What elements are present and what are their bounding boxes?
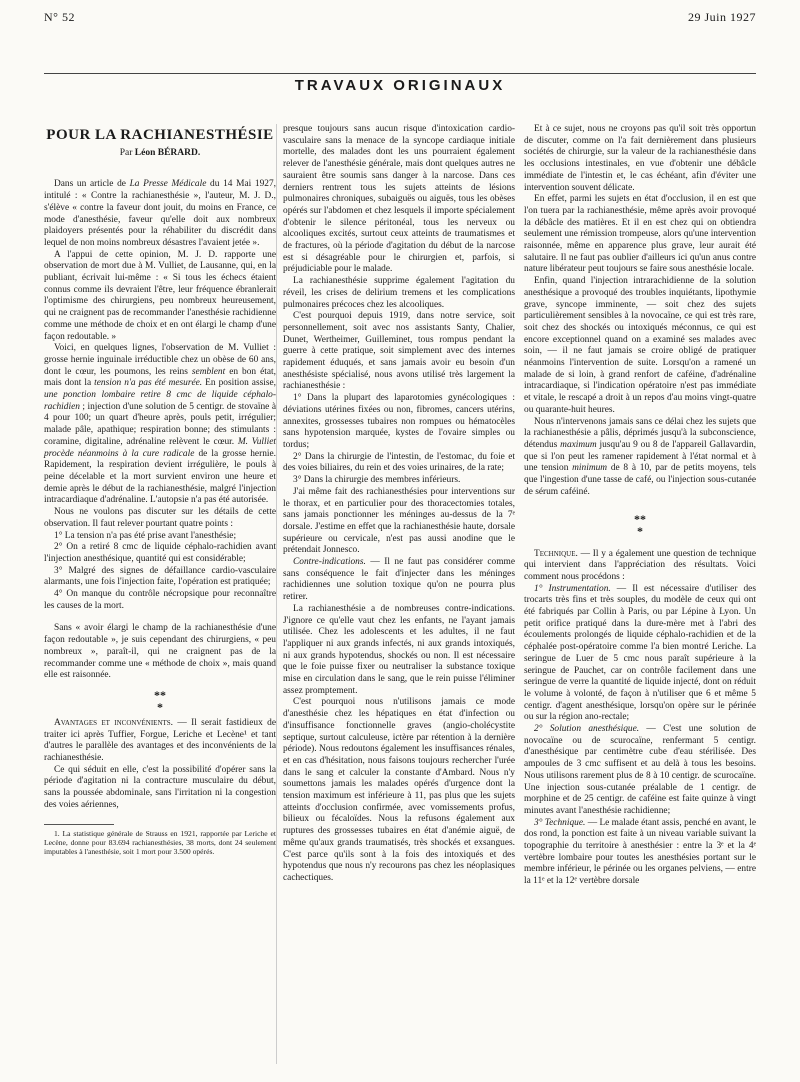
list-item: 4° On manque du contrôle nécropsique pour reconnaître les causes de la mort. [44,589,276,611]
paragraph: En effet, parmi les sujets en état d'occlusion, il en est que l'on tuera par la rachianesthésie, même après avoir provoqué la débâcle des matières. Et il en est chez qui on obtiendra seulement une rémission trompeuse, alors qu'une intervention raisonnée, même en apparence plus grave, leur aurait été salutaire. Il ne faut pas oublier d'ailleurs ici qu'un anus contre nature libérateur peut toujours se faire sous anesthésie locale. [524,194,756,275]
list-item: 3° Technique. — Le malade étant assis, penché en avant, le dos rond, la ponction est faite à un niveau variable suivant la topographie du territoire à anesthésier : entre la 3ᵉ et la 4ᵉ vertèbre lombaire pour toutes les anesthésies portant sur le membre inférieur, le périnée ou les organes pelviens, — entre la 11ᵉ et la 12ᵉ vertèbre dorsale [524,817,756,887]
paragraph: Sans « avoir élargi le champ de la rachianesthésie d'une façon redoutable », je suis cependant des chirurgiens, « peu nombreux », paraît-il, qui ne craignent pas de la recommander comme une « méthode de choix », mais quand elle est raisonnée. [44,623,276,681]
section-title: TRAVAUX ORIGINAUX [294,77,506,94]
paragraph: presque toujours sans aucun risque d'intoxication cardio-vasculaire sans la menace de la syncope cardiaque initiale mortelle, des malades dont les uns pourraient également relever de l'anesthésie générale, mais dont quelques autres ne sauraient être soumis sans danger à la narcose. Dans ces derniers rentrent tous les sujets atteints de lésions pulmonaires chroniques, subaiguës ou aiguës, tous les obèses opérés sur l'abdomen et chez lesquels il importe spécialement d'obtenir le silence péritonéal, tous les nerveux ou alcooliques excités, surtout ceux atteints de traumatismes et de fractures, où la période d'agitation du début de la narcose est si désagréable pour le chirurgien et, parfois, si préjudiciable pour le malade. [283,124,515,275]
issue-number: N° 52 [44,10,75,24]
footnote: 1. La statistique générale de Strauss en 1921, rapportée par Leriche et Lecène, donne pour 83.694 rachianesthésies, 38 morts, dont 24 seulement imputables à l'anesthésie, soit 1 mort pour 3.500 opérés. [44,828,276,856]
paragraph: Nous ne voulons pas discuter sur les détails de cette observation. Il faut relever pourtant quatre points : [44,507,276,529]
column-3 [524,124,756,888]
article-author: Par Léon BÉRARD. [119,147,201,158]
list-item: 1° Dans la plupart des laparotomies gynécologiques : déviations utérines fixées ou non, fibromes, cancers utérins, annexites, grossesses tubaires non rompues ou hématocèles sans hypotension marquée, kystes de l'ovaire simples ou tordus; [283,393,515,450]
header-rule [44,73,756,74]
footnote-rule [44,824,114,825]
list-item: 3° Malgré des signes de défaillance cardio-vasculaire alarmants, une fois l'injection faite, l'opération est pratiquée; [44,565,276,588]
paragraph: Enfin, quand l'injection intrarachidienne de la solution anesthésique a provoqué des troubles inquiétants, lipothymie grave, syncope imminente, — soit chez des sujets particulièrement sensibles à la novocaïne, ce qui est très rare, soit chez des shockés ou intoxiqués méconnus, ce qui est encore exceptionnel quand on a examiné ses malades avec soin, — il ne faut jamais se croire obligé de pratiquer néanmoins l'intervention de suite. Lorsqu'on a ramené un malade de si loin, à grand renfort de caféine, d'adrénaline intracardiaque, si l'indication opératoire n'est pas immédiate et vitale, le rescapé a droit à un repos d'au moins vingt-quatre ou quarante-huit heures. [524,276,756,415]
list-item: 2° Dans la chirurgie de l'intestin, de l'estomac, du foie et des voies biliaires, du rein et des voies urinaires, de la rate; [283,451,515,474]
paragraph: Et à ce sujet, nous ne croyons pas qu'il soit très opportun de discuter, comme on l'a fait dernièrement dans plusieurs sociétés de chirurgie, sur la valeur de la rachianesthésie dans les occlusions intestinales, en vue d'obtenir une débâcle immédiate de l'intestin et, le cas échéant, afin d'éviter une intervention souvent délicate. [524,124,756,193]
paragraph: Dans un article de La Presse Médicale du 14 Mai 1927, intitulé : « Contre la rachianesthésie », l'auteur, M. J. D., s'élève « contre la faveur dont jouit, du moins en France, ce mode d'anesthésie, faveur qu'elle doit aux nombreux plaidoyers présentés pour la réhabiliter du discrédit dans lequel de non moins nombreux désastres l'avaient jetée ». [44,179,276,248]
paragraph: J'ai même fait des rachianesthésies pour interventions sur le thorax, et en particulier pour des thoracectomies totales, sans jamais ponctionner les méninges au-dessus de la 7ᵉ dorsale. J'estime en effet que la rachianesthésie haute, dorsale supérieure ou cervicale, n'est pas aussi anodine que le prétendait Jonnesco. [283,486,515,556]
article-title: POUR LA RACHIANESTHÉSIE [46,127,274,143]
column-divider [276,124,277,1064]
paragraph: Nous n'intervenons jamais sans ce délai chez les sujets que la rachianesthésie a pâlis, déprimés jusqu'à la subconscience, détendus maximum jusqu'au 9 ou 8 de l'appareil Gallavardin, que si l'on peut les ramener rapidement à l'état normal et à une tension minimum de 8 à 10, par de petits moyens, tels que l'ingestion d'une tasse de café, ou l'injection sous-cutanée de sérum caféiné. [524,416,757,497]
paragraph: C'est pourquoi depuis 1919, dans notre service, soit personnellement, soit avec nos assistants Santy, Chalier, Dunet, Wertheimer, Guilleminet, tous rompus pendant la guerre à cette pratique, soit simplement avec des internes rapidement éduqués, et sans jamais avoir eu besoin d'un anesthésiste spécialisé, nous avons utilisé très largement la rachianesthésie : [283,311,515,392]
paragraph: Voici, en quelques lignes, l'observation de M. Vulliet : grosse hernie inguinale irréductible chez un obèse de 60 ans, dont le cœur, les poumons, les reins semblent en bon état, mais dont la tension n'a pas été mesurée. En position assise, une ponction lombaire retire 8 cmc de liquide céphalo-rachidien ; injection d'une solution de 5 centigr. de stovaïne à 4 pour 100; un quart d'heure après, pouls petit, irrégulier; malade pâle, apathique; respiration bonne; des stimulants : coramine, digitaline, adrénaline relèvent le cœur. M. Vulliet procède néanmoins à la cure radicale de la grosse hernie. Rapidement, la respiration devient irrégulière, le pouls à peine décelable et la mort survient environ une heure et demie après le début de la rachianesthésie, malgré l'injection intracardiaque d'adrénaline. L'autopsie n'a pas été autorisée. [44,343,277,506]
column-1 [44,122,276,856]
section-separator: ** * [154,687,166,714]
list-item: 3° Dans la chirurgie des membres inférieurs. [293,475,461,486]
paragraph: A l'appui de cette opinion, M. J. D. rapporte une observation de mort due à M. Vulliet, de Lausanne, qui, en la publiant, écrivait lui-même : « Si tous les échecs étaient connus comme ils devraient l'être, leur fréquence ébranlerait l'optimisme des chirurgiens, peu nombreux heureusement, qui ne craignent pas de recommander l'anesthésie rachidienne comme une méthode de choix et en ont élargi le champ d'une façon redoutable. » [44,249,276,342]
list-item: 2° Solution anesthésique. — C'est une solution de novocaïne ou de scurocaïne, renfermant 5 centigr. d'anesthésique par centimètre cube d'eau stérilisée. Des ampoules de 3 cmc suffisent et au delà à tous les besoins. Nous utilisons rarement plus de 8 à 10 centigr. de scurocaïne. Une injection sous-cutanée préalable de 1 centigr. de morphine et de 25 centigr. de caféine est faite quinze à vingt minutes avant l'anesthésie rachidienne; [524,724,756,816]
paragraph: Ce qui séduit en elle, c'est la possibilité d'opérer sans la période d'agitation ni la contracture musculaire du début, sans la poussée abdominale, sans l'irritation ni la congestion des voies aériennes, [44,764,276,810]
section-separator: ** * [634,511,646,538]
list-item: 2° On a retiré 8 cmc de liquide céphalo-rachidien avant l'injection anesthésique, quantité qui est considérable; [44,542,276,564]
list-item: 1° La tension n'a pas été prise avant l'anesthésie; [54,530,237,541]
paragraph: La rachianesthésie supprime également l'agitation du réveil, les crises de delirium tremens et les complications pulmonaires précoces chez les alcooliques. [283,276,515,310]
paragraph: Technique. — Il y a également une question de technique qui intervient dans l'appréciation des résultats. Voici comment nous procédons : [524,548,756,582]
paragraph: C'est pourquoi nous n'utilisons jamais ce mode d'anesthésie chez les hépatiques en état d'infection ou d'insuffisance fonctionnelle graves (angio-cholécystite septique, surtout calculeuse, ictère par rétention à la dernière période). Nous redoutons également les insuffisances rénales, et en cas d'hésitation, nous faisons toujours rechercher l'urée dans le sang et calculer la constante d'Ambard. Nous n'y soumettons jamais les malades opérés d'urgence dont la tension maximum est inférieure à 11, pas plus que les sujets atteints d'occlusion confirmée, avec vomissements profus, bilieux ou fécaloïdes. Nous la refusons également aux ruptures des grossesses tubaires en état d'anémie aiguë, de même qu'aux grands traumatisés, très shockés et exsangues. C'est parce qu'ils sont à la fois des intoxiqués et des hypotendus que nous n'y recourons pas chez les néoplasiques cachectiques. [283,697,515,883]
list-item: 1° Instrumentation. — Il est nécessaire d'utiliser des trocarts très fins et très souples, du modèle de ceux qui ont été fabriqués par Collin à Paris, ou par Lépine à Lyon. Un petit orifice pratiqué dans la dure-mère met à l'abri des écoulements prolongés de liquide céphalo-rachidien et de la céphalée post-opératoire comme l'a bien montré Leriche. La seringue de Luer de 5 cmc nous paraît supérieure à la seringue de Pauchet, car on contrôle facilement dans une seringue de verre la quantité de liquide injecté, dont on réduit le volume à volonté, de façon à n'utiliser que 6 et même 5 centigr. d'agent anesthésique, lorsqu'on opère sur le périnée ou sur la région ano-rectale; [524,583,756,723]
paragraph: La rachianesthésie a de nombreuses contre-indications. J'ignore ce qu'elle vaut chez les enfants, ne l'ayant jamais utilisée. Chez les adolescents et les adultes, il ne faut l'appliquer ni aux grands infectés, ni aux grands intoxiqués, ni aux grands hypotendus, shockés ou non. Il est nécessaire que le foie puisse fixer ou neutraliser la substance toxique mise en circulation dans le sang, que le rein puisse l'éliminer assez promptement. [283,603,515,696]
column-2 [283,124,515,885]
issue-date: 29 Juin 1927 [687,10,756,24]
paragraph: Contre-indications. — Il ne faut pas considérer comme sans conséquence le fait d'injecter dans les méninges rachidiennes une solution toxique qu'on ne pourra plus retirer. [283,557,515,603]
paragraph: Avantages et inconvénients. — Il serait fastidieux de traiter ici après Tuffier, Forgue, Leriche et Lecène¹ et tant d'autres le parallèle des avantages et des inconvénients de la rachianesthésie. [44,717,276,764]
